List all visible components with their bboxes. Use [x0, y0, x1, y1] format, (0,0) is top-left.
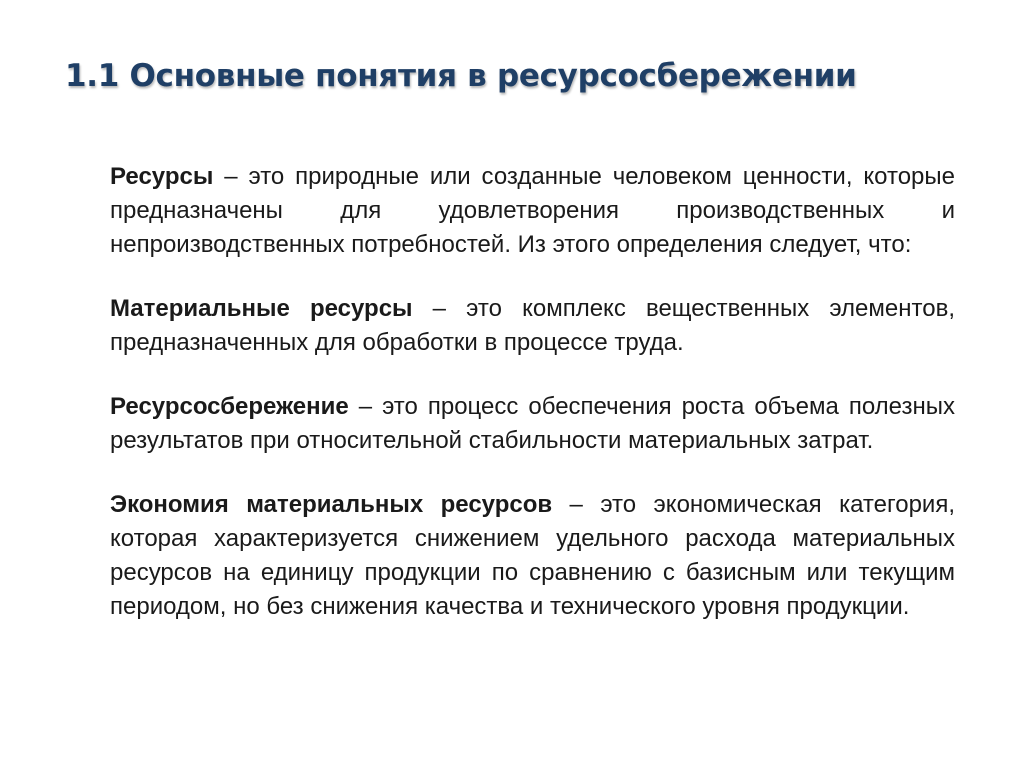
definition-resources — [110, 160, 955, 262]
slide-body — [110, 160, 955, 654]
term-material-economy: Экономия материальных ресурсов — [110, 491, 553, 518]
definition-resource-saving — [110, 390, 955, 458]
definition-text-resources: – это природные или созданные человеком ценности, которые предназначены для удовлетворения производственных и непроизводственных потребностей. Из этого определения следует, что: — [110, 163, 955, 258]
term-resources: Ресурсы — [110, 163, 214, 190]
definition-text-resource-saving: – это процесс обеспечения роста объема полезных результатов при относительной стабильности материальных затрат. — [110, 393, 955, 454]
term-material-resources: Материальные ресурсы — [110, 295, 413, 322]
slide-title: 1.1 Основные понятия в ресурсосбережении — [65, 58, 857, 94]
definition-material-resources — [110, 292, 955, 360]
term-resource-saving: Ресурсосбережение — [110, 393, 349, 420]
definition-material-economy — [110, 488, 955, 624]
definition-text-material-resources: – это комплекс вещественных элементов, предназначенных для обработки в процессе труда. — [110, 295, 955, 356]
definition-text-material-economy: – это экономическая категория, которая характеризуется снижением удельного расхода материальных ресурсов на единицу продукции по сравнению с базисным или текущим периодом, но без снижения качества и технического уровня продукции. — [110, 491, 955, 620]
